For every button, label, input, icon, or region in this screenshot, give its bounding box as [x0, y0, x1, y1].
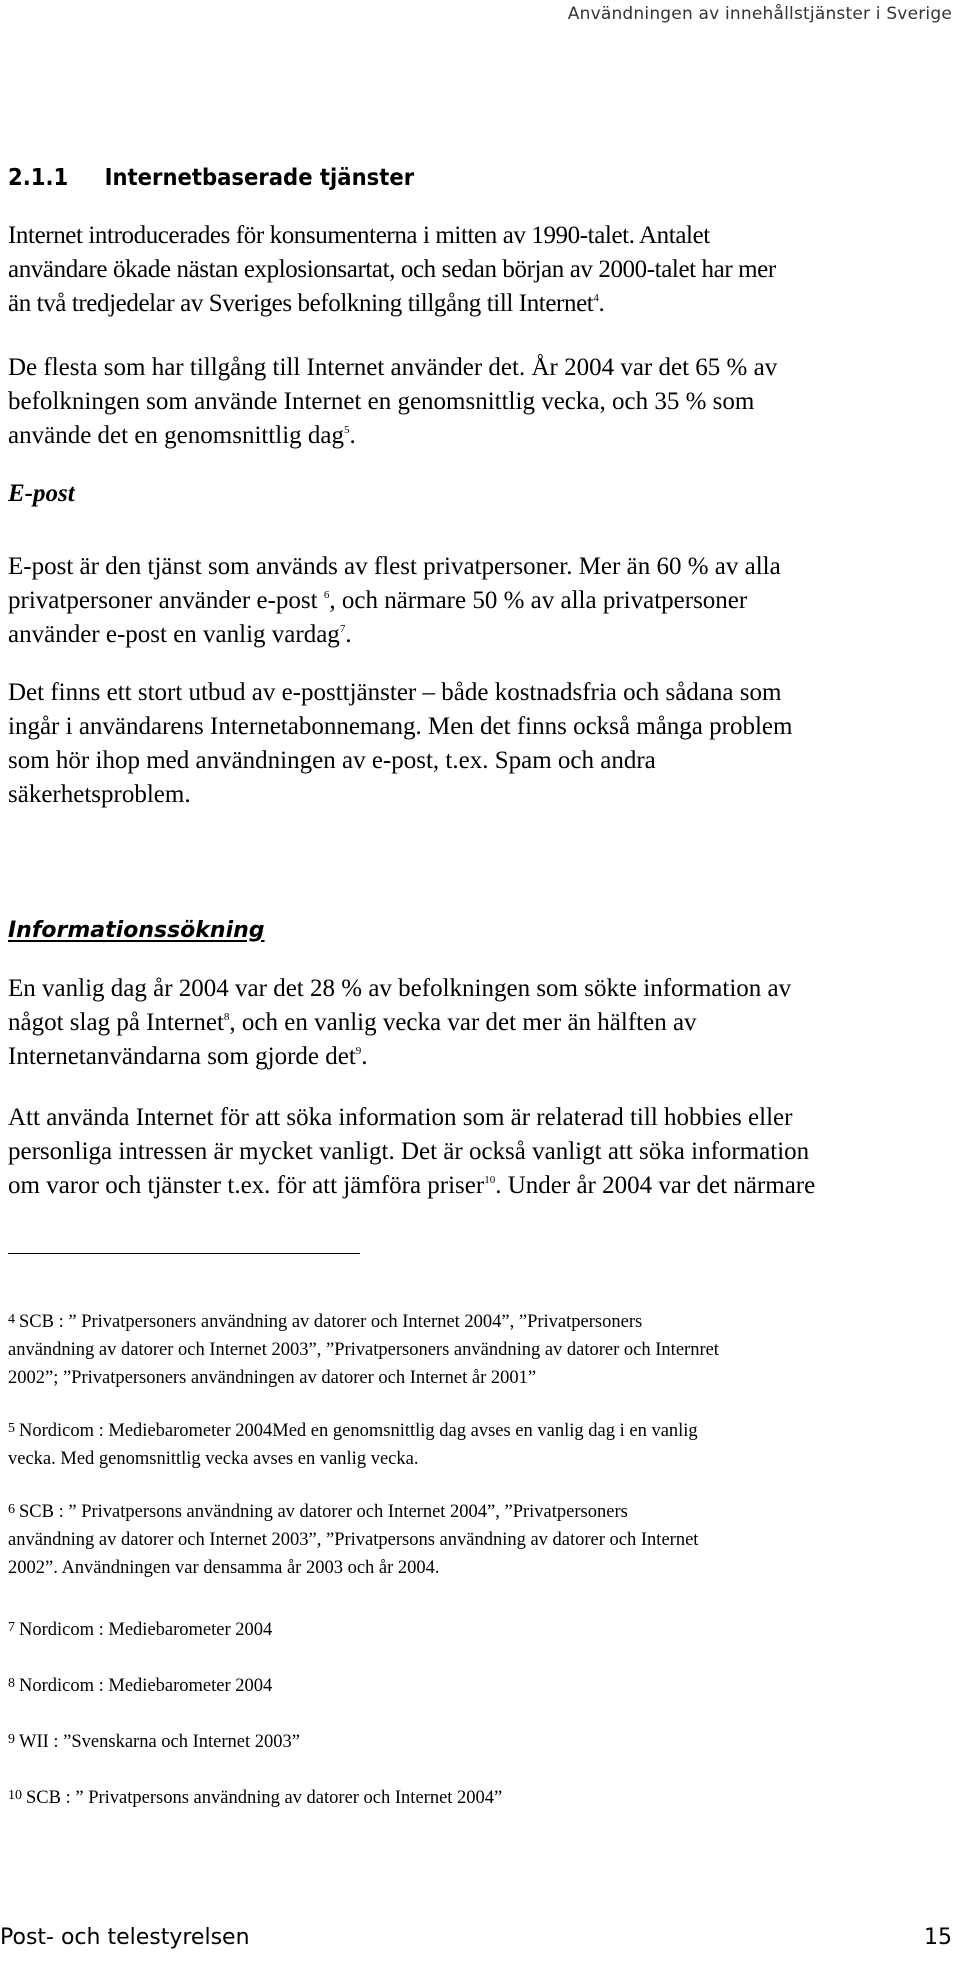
intro-paragraph-1 — [8, 219, 948, 321]
text-segment: privatpersoner använder e-post — [8, 587, 324, 614]
footnote-text: Nordicom : Mediebarometer 2004Med en genomsnittlig dag avses en vanlig dag i en vanlig — [19, 1421, 698, 1441]
epost-paragraph-1 — [8, 550, 948, 652]
footnote-mark: 5 — [8, 1421, 15, 1436]
text-line: Det finns ett stort utbud av e-posttjänster – både kostnadsfria och sådana som — [8, 679, 782, 706]
info-paragraph-1 — [8, 972, 948, 1074]
footnote-4 — [8, 1306, 953, 1392]
footnote-line — [8, 1415, 953, 1445]
footnote-line: användning av datorer och Internet 2003”, ”Privatpersoners användning av datorer och Internret — [8, 1340, 719, 1360]
footnote-7 — [8, 1614, 953, 1644]
text-segment: Internetanvändarna som gjorde det — [8, 1043, 356, 1070]
footnote-mark: 6 — [8, 1502, 15, 1517]
footnote-mark: 4 — [8, 1312, 15, 1327]
text-line — [8, 1040, 948, 1074]
text-line: befolkningen som använde Internet en genomsnittlig vecka, och 35 % som — [8, 388, 755, 415]
footnote-text: WII : ”Svenskarna och Internet 2003” — [19, 1732, 300, 1752]
footnote-ref-10[interactable]: 10 — [484, 1174, 496, 1186]
footnote-ref-5[interactable]: 5 — [344, 424, 350, 436]
text-segment: använder e-post en vanlig vardag — [8, 621, 340, 648]
text-segment: . Under år 2004 var det närmare — [495, 1172, 816, 1199]
footnote-text: SCB : ” Privatpersons användning av datorer och Internet 2004” — [26, 1788, 503, 1808]
text-line — [8, 287, 948, 321]
section-heading — [8, 165, 414, 191]
text-segment: . — [361, 1043, 368, 1070]
epost-heading: E-post — [8, 480, 75, 507]
footnote-ref-9[interactable]: 9 — [355, 1045, 362, 1057]
footnote-mark: 7 — [8, 1620, 15, 1635]
footnote-separator — [8, 1253, 360, 1254]
text-line — [8, 1169, 948, 1203]
footnote-5 — [8, 1415, 953, 1473]
text-line: användare ökade nästan explosionsartat, och sedan början av 2000-talet har mer — [8, 256, 776, 283]
footnote-text: SCB : ” Privatpersons användning av datorer och Internet 2004”, ”Privatpersoners — [19, 1502, 628, 1522]
section-title: Internetbaserade tjänster — [104, 165, 415, 191]
text-line — [8, 1006, 948, 1040]
text-line — [8, 618, 948, 652]
text-line: De flesta som har tillgång till Internet använder det. År 2004 var det 65 % av — [8, 354, 778, 381]
footnote-line: användning av datorer och Internet 2003”, ”Privatpersons användning av datorer och Internet — [8, 1530, 699, 1550]
footer-publisher: Post- och telestyrelsen — [0, 1925, 250, 1950]
epost-paragraph-2 — [8, 676, 948, 812]
footnote-line — [8, 1496, 953, 1526]
footnote-mark: 9 — [8, 1732, 15, 1747]
section-number: 2.1.1 — [8, 165, 69, 191]
text-segment: . — [345, 621, 352, 648]
intro-paragraph-2 — [8, 351, 948, 453]
info-paragraph-2 — [8, 1101, 948, 1203]
text-segment: . — [598, 290, 605, 317]
text-segment: . — [349, 422, 356, 449]
footnote-text: SCB : ” Privatpersoners användning av datorer och Internet 2004”, ”Privatpersoners — [19, 1312, 643, 1332]
footnote-ref-7[interactable]: 7 — [339, 623, 346, 635]
footnote-line — [8, 1782, 953, 1812]
footnote-line — [8, 1614, 953, 1644]
footnote-ref-6[interactable]: 6 — [323, 589, 330, 601]
footnote-8 — [8, 1670, 953, 1700]
text-segment: använde det en genomsnittlig dag — [8, 422, 345, 449]
footnote-line: 2002”. Användningen var densamma år 2003 och år 2004. — [8, 1558, 440, 1578]
footnote-text: Nordicom : Mediebarometer 2004 — [19, 1676, 273, 1696]
text-segment: något slag på Internet — [8, 1009, 224, 1036]
text-line: personliga intressen är mycket vanligt. Det är också vanligt att söka information — [8, 1138, 810, 1165]
page-number: 15 — [924, 1925, 952, 1950]
text-line — [8, 584, 948, 618]
info-heading: Informationssökning — [8, 918, 265, 943]
footnote-mark: 8 — [8, 1676, 15, 1691]
footnote-mark: 10 — [8, 1788, 22, 1803]
running-header: Användningen av innehållstjänster i Sverige — [567, 4, 952, 24]
footnote-text: Nordicom : Mediebarometer 2004 — [19, 1620, 273, 1640]
text-segment: om varor och tjänster t.ex. för att jämföra priser — [8, 1172, 485, 1199]
text-line: säkerhetsproblem. — [8, 781, 191, 808]
footnote-line — [8, 1670, 953, 1700]
footnote-line: 2002”; ”Privatpersoners användningen av datorer och Internet år 2001” — [8, 1368, 537, 1388]
text-line — [8, 419, 948, 453]
footnote-10 — [8, 1782, 953, 1812]
footnote-line — [8, 1726, 953, 1756]
footnote-line: vecka. Med genomsnittlig vecka avses en vanlig vecka. — [8, 1449, 419, 1469]
text-line: som hör ihop med användningen av e-post, t.ex. Spam och andra — [8, 747, 656, 774]
text-line: E-post är den tjänst som används av flest privatpersoner. Mer än 60 % av alla — [8, 553, 781, 580]
text-line: Internet introducerades för konsumenterna i mitten av 1990-talet. Antalet — [8, 222, 710, 249]
text-line: ingår i användarens Internetabonnemang. Men det finns också många problem — [8, 713, 793, 740]
text-segment: än två tredjedelar av Sveriges befolkning tillgång till Internet — [8, 290, 594, 317]
footnote-ref-4[interactable]: 4 — [593, 292, 599, 304]
text-line: Att använda Internet för att söka information som är relaterad till hobbies eller — [8, 1104, 793, 1131]
footnote-line — [8, 1306, 953, 1336]
footnote-ref-8[interactable]: 8 — [223, 1011, 230, 1023]
footnote-6 — [8, 1496, 953, 1582]
text-segment: , och närmare 50 % av alla privatpersoner — [329, 587, 748, 614]
footnote-9 — [8, 1726, 953, 1756]
text-segment: , och en vanlig vecka var det mer än hälften av — [229, 1009, 697, 1036]
text-line: En vanlig dag år 2004 var det 28 % av befolkningen som sökte information av — [8, 975, 792, 1002]
